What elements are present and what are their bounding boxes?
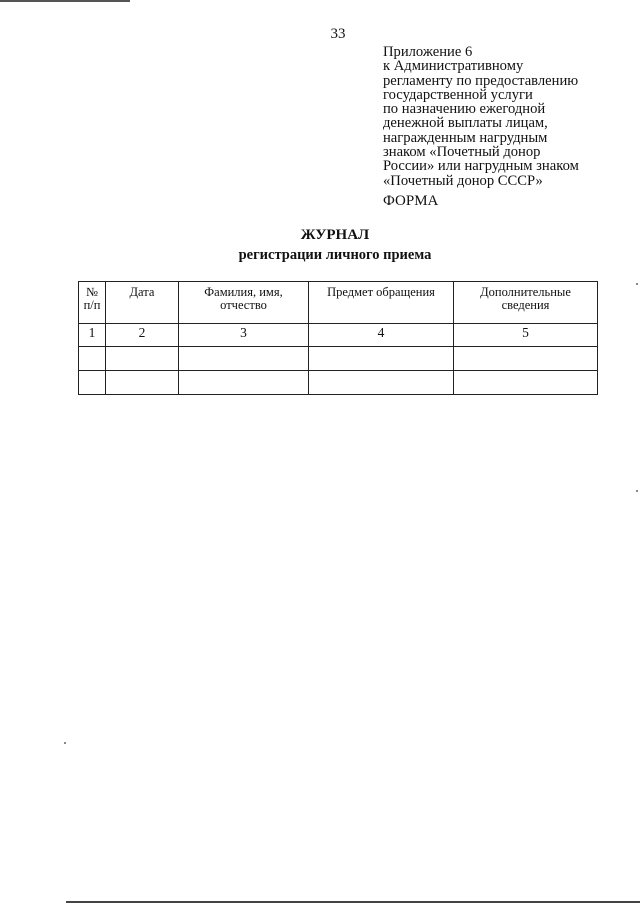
page-number: 33: [330, 26, 346, 42]
appendix-line: «Почетный донор СССР»: [383, 172, 543, 189]
table-row: [79, 347, 598, 371]
table-cell: [106, 347, 179, 371]
appendix-line: к Административному: [383, 58, 524, 75]
header-full-name: Фамилия, имя, отчество: [179, 282, 309, 324]
scan-speck: [64, 742, 66, 744]
header-date: Дата: [106, 282, 179, 324]
table-cell: [309, 371, 454, 395]
column-number: 3: [179, 324, 309, 347]
header-number: № п/п: [79, 282, 106, 324]
appendix-line: России» или нагрудным знаком: [383, 158, 579, 175]
appendix-line: государственной услуги: [383, 86, 533, 103]
column-number: 1: [79, 324, 106, 347]
scan-speck: [636, 283, 638, 285]
column-number: 2: [106, 324, 179, 347]
header-additional-info: Дополнительные сведения: [454, 282, 598, 324]
registration-table: [78, 281, 598, 395]
table-cell: [179, 371, 309, 395]
document-title: ЖУРНАЛ: [300, 227, 370, 243]
scan-speck: [636, 490, 638, 492]
appendix-line: по назначению ежегодной: [383, 101, 546, 118]
appendix-note: [383, 45, 633, 188]
table-cell: [454, 371, 598, 395]
appendix-line: денежной выплаты лицам,: [383, 115, 548, 132]
table-cell: [454, 347, 598, 371]
table-cell: [179, 347, 309, 371]
appendix-line: регламенту по предоставлению: [383, 72, 579, 89]
appendix-line: Приложение 6: [383, 44, 473, 60]
scan-edge-top: [0, 0, 130, 2]
document-subtitle: регистрации личного приема: [238, 247, 432, 263]
header-subject: Предмет обращения: [309, 282, 454, 324]
column-number: 5: [454, 324, 598, 347]
scan-edge-bottom: [66, 901, 640, 903]
table-cell: [309, 347, 454, 371]
table-header-row: [79, 282, 598, 324]
appendix-line: знаком «Почетный донор: [383, 144, 541, 161]
table-row: [79, 371, 598, 395]
table-cell: [79, 371, 106, 395]
column-number: 4: [309, 324, 454, 347]
table-cell: [79, 347, 106, 371]
table-cell: [106, 371, 179, 395]
column-number-row: [79, 324, 598, 347]
form-label: ФОРМА: [383, 193, 439, 209]
appendix-line: награжденным нагрудным: [383, 129, 548, 146]
